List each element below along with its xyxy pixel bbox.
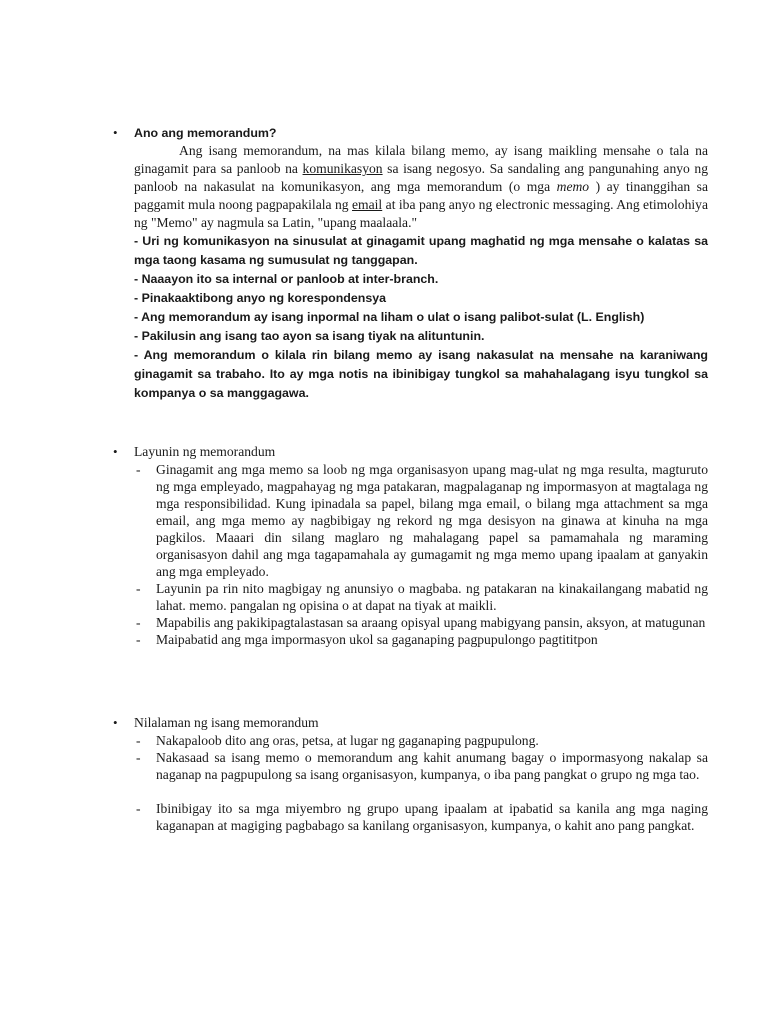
dash-icon: -: [136, 801, 141, 816]
section-nilalaman: [112, 714, 708, 834]
list-item: [134, 749, 708, 783]
section-heading: [112, 443, 708, 461]
section-layunin: [112, 443, 708, 648]
list-item: [134, 800, 708, 834]
dash-icon: -: [136, 615, 141, 630]
list-item: [134, 631, 708, 648]
bullet-icon: •: [113, 444, 118, 459]
komunikasyon-link[interactable]: komunikasyon: [302, 161, 383, 176]
list-item-text: Nakapaloob dito ang oras, petsa, at lugar ng gaganaping pagpupulong.: [156, 733, 539, 748]
dash-icon: -: [136, 733, 141, 748]
definition-line: - Pakilusin ang isang tao ayon sa isang tiyak na alituntunin.: [134, 329, 485, 343]
intro-italic: memo: [556, 179, 590, 194]
list-item-text: Nakasaad sa isang memo o memorandum ang kahit anumang bagay o impormasyong nakalap sa naganap na pagpupulong sa isang organisasyon, kumpanya, o iba pang pangkat o grupo ng mga tao.: [156, 750, 708, 782]
heading-text: Layunin ng memorandum: [134, 444, 276, 459]
intro-text-1: Ang isang memorandum, na mas kilala bilang memo, ay isang maikling mensahe o tala na ginagamit para sa panloob na: [134, 143, 708, 176]
definition-line: - Ang memorandum o kilala rin bilang memo ay isang nakasulat na mensahe na karaniwang ginagamit sa trabaho. Ito ay mga notis na ibinibigay tungkol sa mahahalagang isyu tungkol sa kompanya o sa manggagawa.: [134, 348, 708, 400]
dash-icon: -: [136, 750, 141, 765]
intro-paragraph: [134, 142, 708, 232]
section-heading: [112, 714, 708, 732]
list-item: [134, 580, 708, 614]
list-item-text: Maipabatid ang mga impormasyon ukol sa gaganaping pagpupulongo pagtititpon: [156, 632, 598, 647]
bullet-icon: •: [113, 715, 118, 730]
email-link[interactable]: email: [352, 197, 383, 212]
heading-text: Nilalaman ng isang memorandum: [134, 715, 319, 730]
intro-text-4: at iba pang anyo ng electronic messaging. Ang etimolohiya ng "Memo" ay nagmula sa Latin, "upang maalaala.": [134, 197, 708, 230]
dash-icon: -: [136, 581, 141, 596]
nilalaman-list: [134, 732, 708, 834]
intro-text-2: sa isang negosyo. Sa sandaling ang pangunahing anyo ng panloob na nakasulat na komunikasyon, ang mga memorandum (o mga: [134, 161, 708, 194]
definition-list: [134, 232, 708, 403]
intro-text-3: ) ay tinanggihan sa paggamit mula noong pagpapakilala ng: [134, 179, 708, 212]
list-item-text: Ginagamit ang mga memo sa loob ng mga organisasyon upang mag-ulat ng mga resulta, magturuto ng mga empleyado, magpahayag ng mga patakaran, magpalaganap ng impormasyon at magtalaga ng mga responsibilidad. Kung ipinadala sa papel, bilang mga email, o bilang mga attachment sa mga email, ang mga memo ay nagbibigay ng rekord ng mga desisyon na ginawa at kinuha na mga pagkilos. Maaari din silang maglaro ng mahalagang papel sa pamamahala ng maraming organisasyon dahil ang mga tagapamahala ay gumagamit ng mga memo upang ipaalam at ganyakin ang mga empleyado.: [156, 462, 708, 579]
dash-icon: -: [136, 462, 141, 477]
definition-line: - Uri ng komunikasyon na sinusulat at ginagamit upang maghatid ng mga mensahe o kalatas sa mga taong kasama ng sumusulat ng tanggapan.: [134, 234, 708, 267]
section-heading: [112, 124, 708, 142]
list-item: [134, 461, 708, 580]
list-item-text: Mapabilis ang pakikipagtalastasan sa araang opisyal upang mabigyang pansin, aksyon, at matugunan: [156, 615, 706, 630]
definition-line: - Naaayon ito sa internal or panloob at inter-branch.: [134, 272, 439, 286]
list-item-text: Ibinibigay ito sa mga miyembro ng grupo upang ipaalam at ipabatid sa kanila ang mga naging kaganapan at magiging pagbabago sa kanilang organisasyon, kumpanya, o kahit ano pang pangkat.: [156, 801, 708, 833]
dash-icon: -: [136, 632, 141, 647]
definition-line: - Pinakaaktibong anyo ng korespondensya: [134, 291, 386, 305]
section-ano-ang-memorandum: [112, 124, 708, 403]
list-item: [134, 732, 708, 749]
heading-text: Ano ang memorandum?: [134, 126, 277, 140]
bullet-icon: •: [113, 125, 118, 140]
list-item-text: Layunin pa rin nito magbigay ng anunsiyo o magbaba. ng patakaran na kinakailangang mabatid ng lahat. memo. pangalan ng opisina o at dapat na tiyak at maikli.: [156, 581, 708, 613]
layunin-list: [134, 461, 708, 648]
list-item: [134, 614, 708, 631]
definition-line: - Ang memorandum ay isang inpormal na liham o ulat o isang palibot-sulat (L. English): [134, 310, 645, 324]
